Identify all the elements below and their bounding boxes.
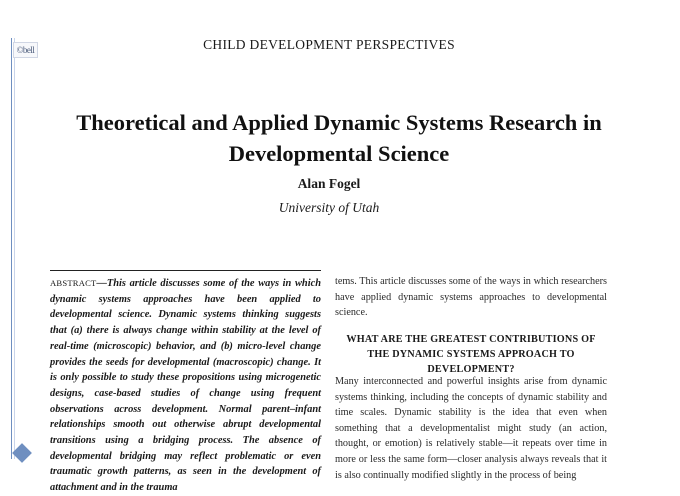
abstract-text: —This article discusses some of the ways in which dynamic systems approaches have been applied to developmental science. Dynamic systems thinking suggests that (a) there is always change within stability at the level of real-time (microscopic) behavior, and (b) micro-level change provides the seeds for developmental (macroscopic) change. It is only possible to study these propositions using microgenetic designs, case-based studies of change using frequent observations across development. Normal parent–infant relationships smooth out otherwise abrupt developmental transitions using a bridging process. The absence of developmental bridging may reflect problematic or even traumatic growth patterns, as seen in the development of attachment and in the trauma (50, 278, 321, 494)
left-margin-rule (11, 38, 12, 459)
article-title: Theoretical and Applied Dynamic Systems Research in Developmental Science (76, 110, 602, 166)
publisher-logo-icon: ©bell (13, 42, 38, 58)
abstract-label: ABSTRACT (50, 278, 97, 288)
abstract-block (50, 276, 321, 496)
journal-name: CHILD DEVELOPMENT PERSPECTIVES (203, 37, 455, 52)
section-heading: WHAT ARE THE GREATEST CONTRIBUTIONS OF THE DYNAMIC SYSTEMS APPROACH TO DEVELOPMENT? (346, 334, 596, 375)
intro-continuation: tems. This article discusses some of the ways in which researchers have applied dynamic systems approaches to developmental science. (335, 276, 607, 319)
abstract-top-rule (50, 270, 321, 271)
author-affiliation: University of Utah (278, 200, 380, 215)
corner-diamond-icon (12, 443, 32, 463)
author-name: Alan Fogel (297, 176, 361, 191)
section-paragraph: Many interconnected and powerful insights arise from dynamic systems thinking, including the concepts of dynamic stability and time scales. Dynamic stability is the idea that even when something that a developmentalist might study (an action, thought, or emotion) is relatively stable—it repeats over time in more or less the same form—closer analysis always reveals that it is also continually modified slightly in the process of being (335, 376, 607, 481)
left-margin-inner-rule (14, 38, 15, 459)
